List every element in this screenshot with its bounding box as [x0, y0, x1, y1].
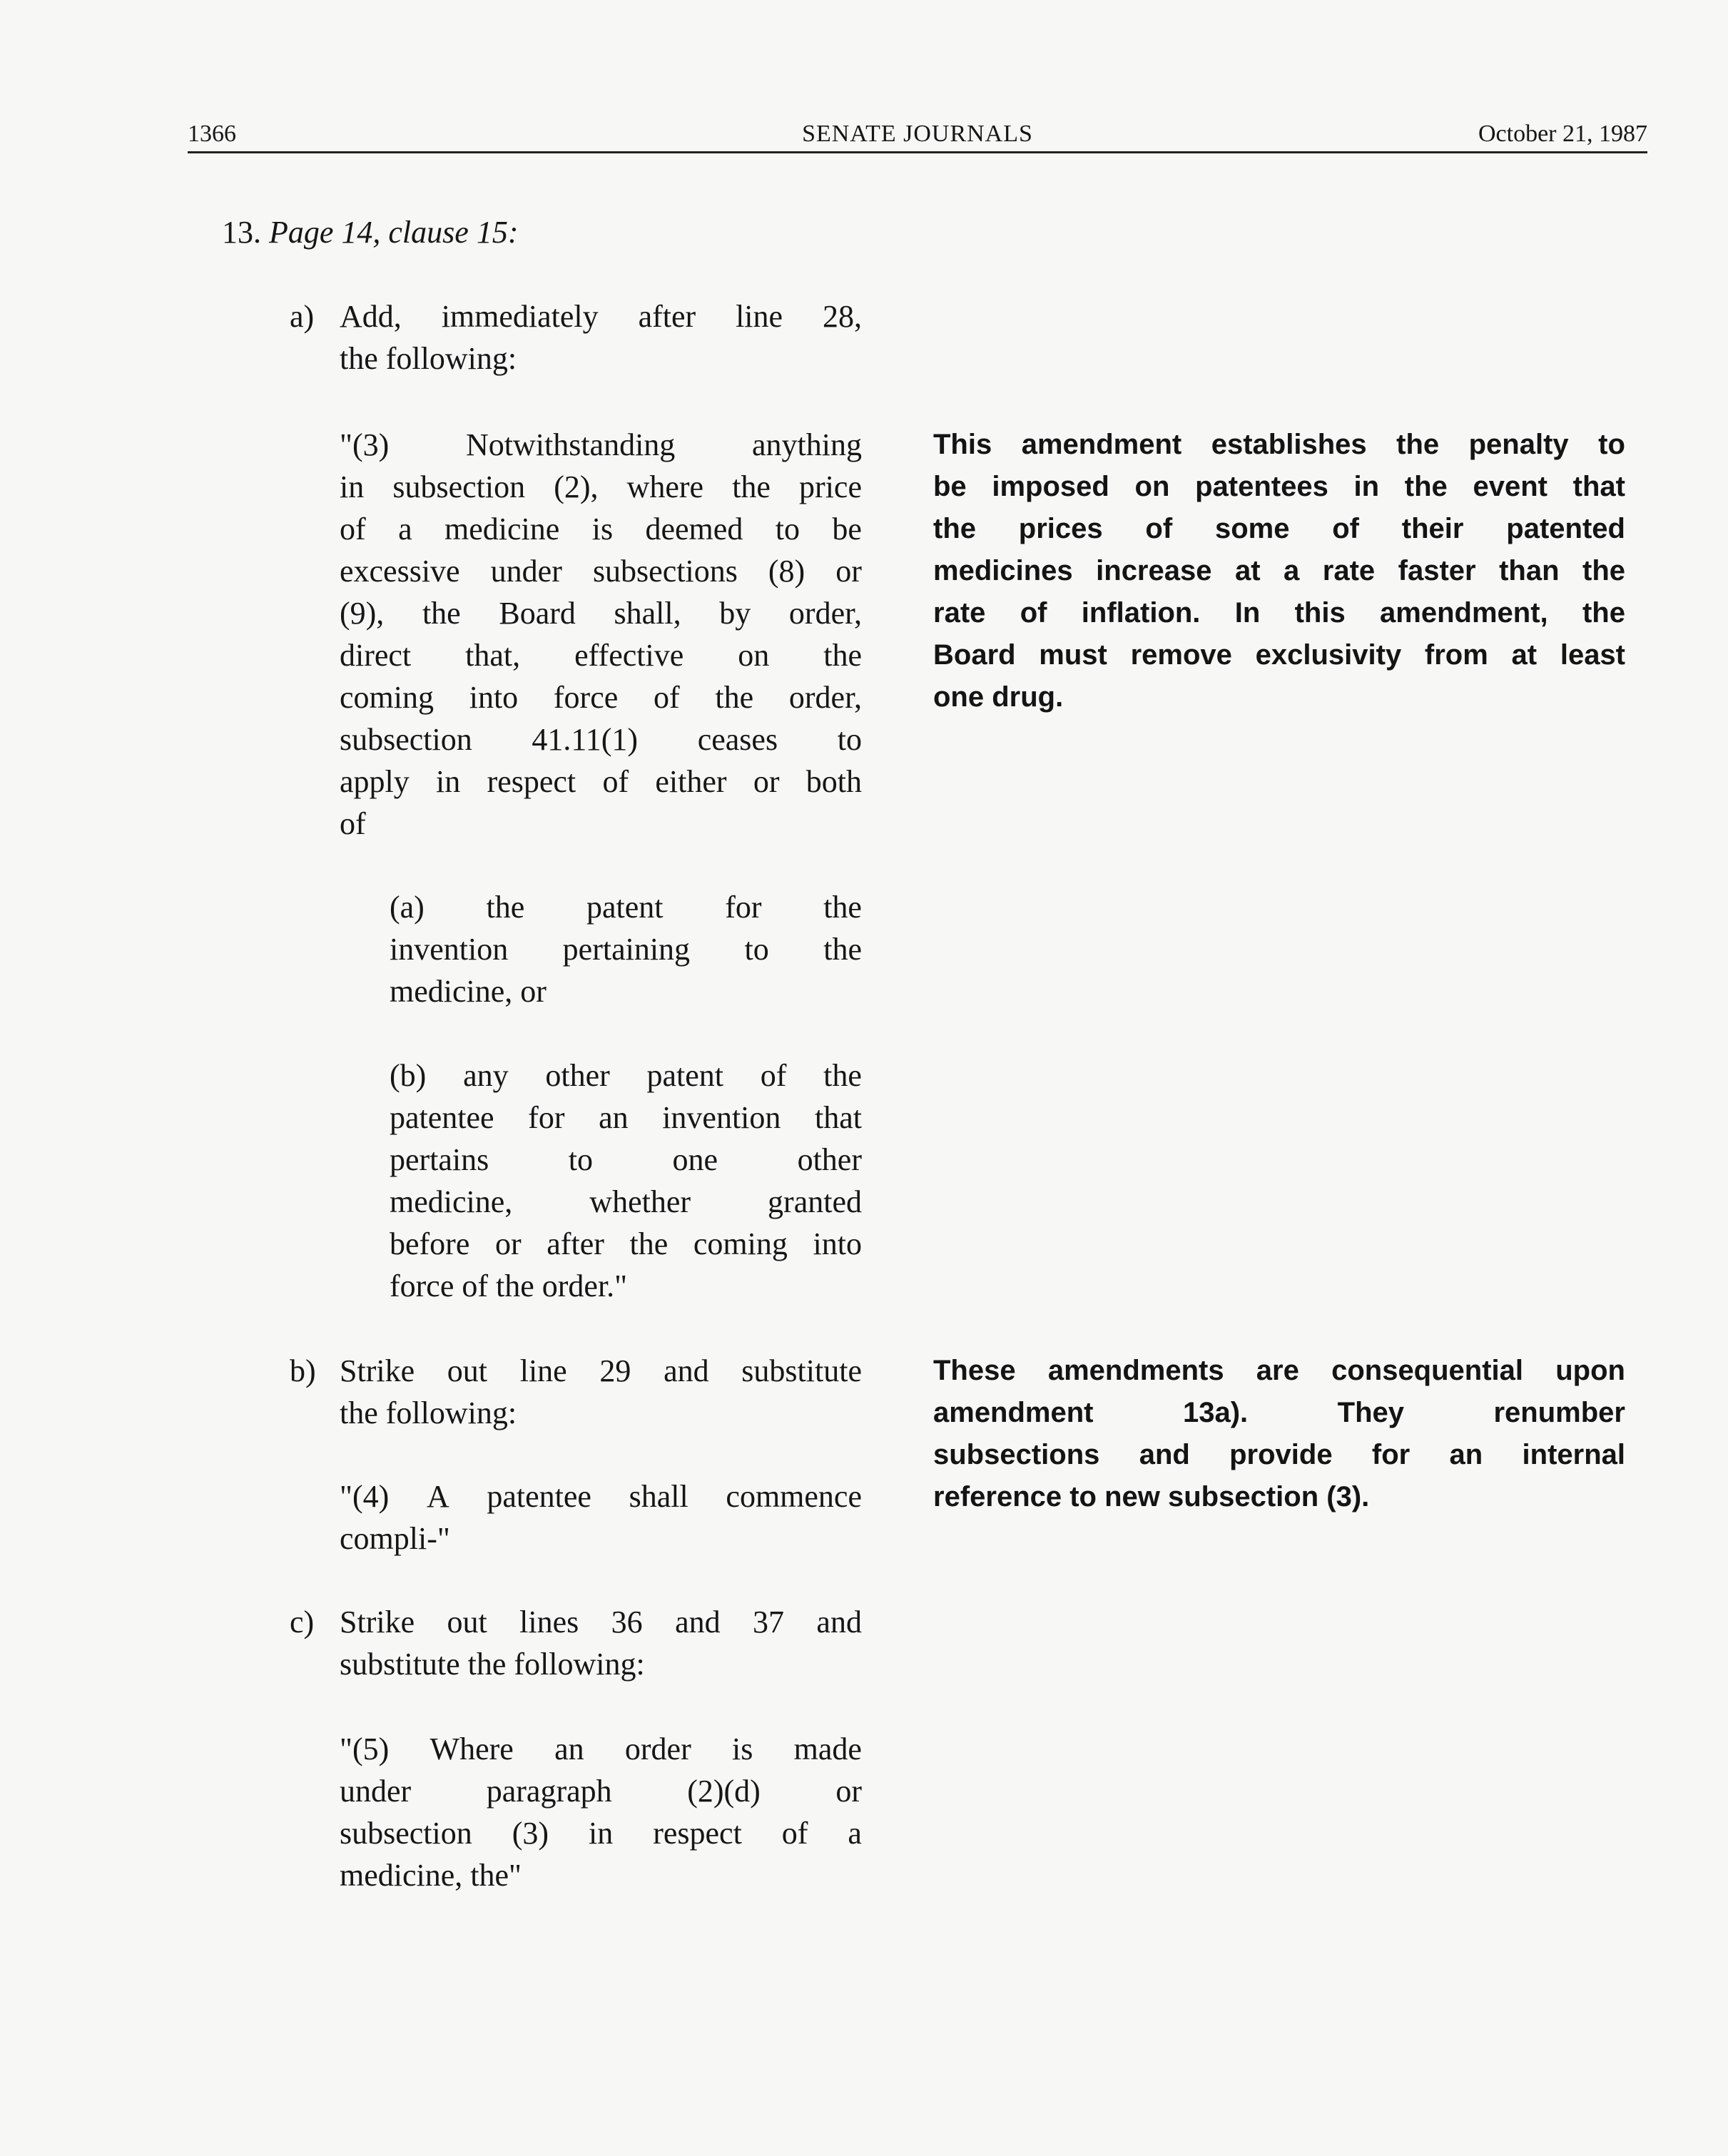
part-c-instruction	[340, 1601, 862, 1685]
paragraph-a-text	[390, 886, 862, 1012]
subsection-3-line: apply in respect of either or both	[340, 764, 862, 799]
subsection-5-line: under paragraph (2)(d) or	[340, 1774, 862, 1809]
part-c-label: c)	[290, 1605, 315, 1639]
subsection-3-text	[340, 424, 862, 845]
subsection-3-line: excessive under subsections (8) or	[340, 554, 862, 589]
paragraph-a-line: medicine, or	[390, 974, 547, 1009]
part-a-label: a)	[290, 299, 315, 334]
part-c-line: substitute the following:	[340, 1647, 645, 1682]
header-rule	[188, 151, 1647, 153]
part-b-line: the following:	[340, 1395, 517, 1430]
paragraph-b-line: (b) any other patent of the	[390, 1058, 862, 1093]
note-2-line: subsections and provide for an internal	[933, 1439, 1625, 1470]
subsection-3-line: coming into force of the order,	[340, 680, 862, 715]
note-1-line: rate of inflation. In this amendment, the	[933, 597, 1625, 629]
subsection-3-line: subsection 41.11(1) ceases to	[340, 722, 862, 757]
note-2-line: These amendments are consequential upon	[933, 1355, 1625, 1386]
explanatory-note-2	[933, 1350, 1625, 1518]
item-reference: Page 14, clause 15:	[269, 215, 519, 250]
page-header	[188, 117, 1647, 151]
subsection-3-line: in subsection (2), where the price	[340, 469, 862, 504]
part-b-line: Strike out line 29 and substitute	[340, 1353, 862, 1388]
explanatory-note-1	[933, 424, 1625, 718]
page-number: 1366	[188, 121, 236, 147]
paragraph-b-line: medicine, whether granted	[390, 1184, 862, 1219]
part-b-label: b)	[290, 1353, 316, 1388]
paragraph-b-line: pertains to one other	[390, 1142, 862, 1177]
paragraph-b-text	[390, 1054, 862, 1307]
note-2-line: reference to new subsection (3).	[933, 1481, 1370, 1512]
note-1-line: Board must remove exclusivity from at least	[933, 639, 1625, 671]
subsection-5-line: "(5) Where an order is made	[340, 1732, 862, 1766]
journal-title: SENATE JOURNALS	[802, 121, 1033, 147]
subsection-3-line: of	[340, 806, 366, 841]
header-date: October 21, 1987	[1478, 121, 1647, 147]
part-a-line: the following:	[340, 341, 517, 376]
note-1-line: be imposed on patentees in the event that	[933, 471, 1625, 502]
note-1-line: This amendment establishes the penalty to	[933, 429, 1625, 460]
item-number: 13.	[222, 215, 261, 250]
part-a-instruction	[340, 295, 862, 380]
subsection-5-line: medicine, the"	[340, 1858, 522, 1893]
part-a-line: Add, immediately after line 28,	[340, 299, 862, 334]
part-b-instruction	[340, 1350, 862, 1434]
subsection-3-line: direct that, effective on the	[340, 638, 862, 673]
item-heading	[222, 211, 518, 253]
subsection-5-line: subsection (3) in respect of a	[340, 1816, 862, 1851]
note-1-line: one drug.	[933, 681, 1064, 713]
paragraph-b-line: force of the order."	[390, 1268, 628, 1303]
note-2-line: amendment 13a). They renumber	[933, 1397, 1625, 1428]
subsection-4-line: compli-"	[340, 1521, 450, 1556]
note-1-line: the prices of some of their patented	[933, 513, 1625, 544]
subsection-4-line: "(4) A patentee shall commence	[340, 1479, 862, 1514]
subsection-4-text	[340, 1475, 862, 1560]
paragraph-b-line: patentee for an invention that	[390, 1100, 862, 1135]
subsection-5-text	[340, 1728, 862, 1896]
subsection-3-line: "(3) Notwithstanding anything	[340, 427, 862, 462]
paragraph-a-line: invention pertaining to the	[390, 932, 862, 967]
paragraph-a-line: (a) the patent for the	[390, 890, 862, 925]
part-c-line: Strike out lines 36 and 37 and	[340, 1605, 862, 1639]
note-1-line: medicines increase at a rate faster than the	[933, 555, 1625, 586]
subsection-3-line: (9), the Board shall, by order,	[340, 596, 862, 631]
subsection-3-line: of a medicine is deemed to be	[340, 512, 862, 546]
paragraph-b-line: before or after the coming into	[390, 1226, 862, 1261]
